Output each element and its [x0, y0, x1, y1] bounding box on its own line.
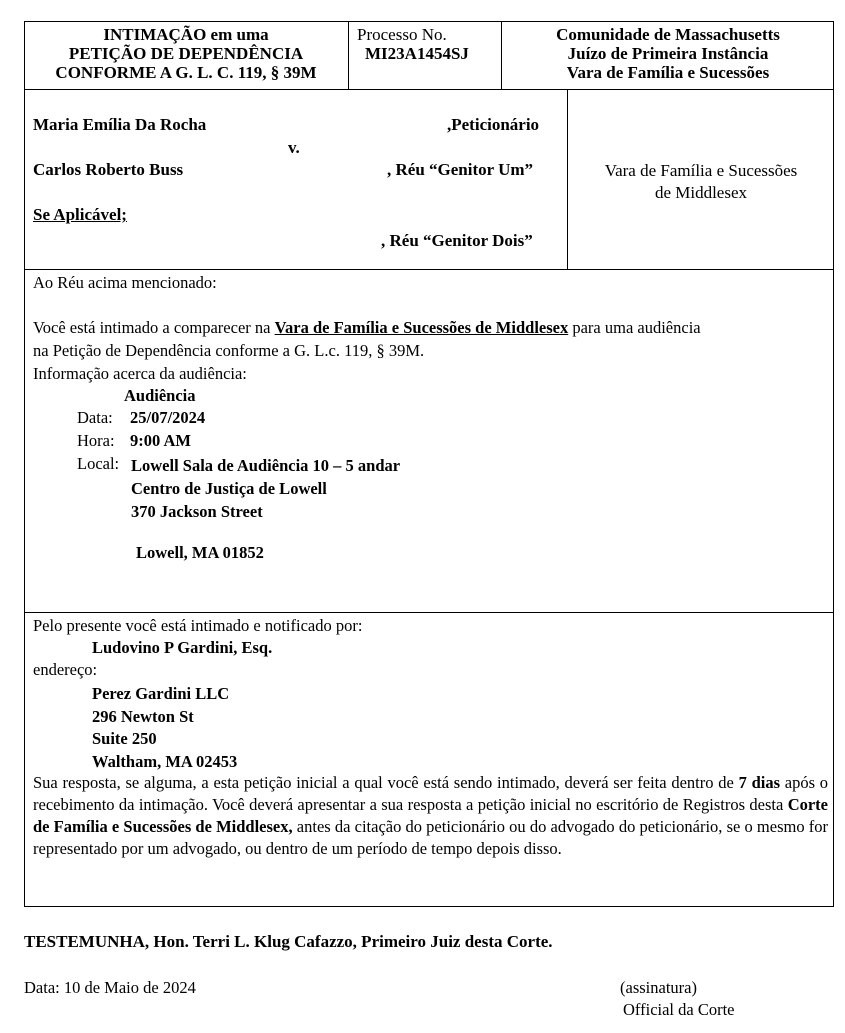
- summons-line-1-post: para uma audiência: [568, 318, 701, 337]
- form-title-line-1: INTIMAÇÃO em uma: [103, 25, 269, 44]
- court-name-line-2: de Middlesex: [654, 183, 748, 202]
- hearing-title: Audiência: [124, 386, 196, 405]
- address-line-3: Suite 250: [92, 729, 157, 748]
- hearing-time-label: Hora:: [77, 431, 115, 450]
- hearing-city: Lowell, MA 01852: [136, 543, 264, 562]
- parties-bottom-line: [24, 269, 834, 270]
- address-line-4: Waltham, MA 02453: [92, 751, 238, 771]
- petitioner-name: Maria Emília Da Rocha: [33, 115, 207, 134]
- attorney-address: [92, 683, 237, 773]
- court-header-line-1: Comunidade de Massachusetts: [556, 25, 780, 44]
- header-bottom-line: [24, 89, 834, 90]
- response-text-1: Sua resposta, se alguma, a esta petição inicial a qual você está sendo intimado, deverá ser feita dentro de: [33, 773, 739, 792]
- hearing-info-label: Informação acerca da audiência:: [33, 364, 247, 383]
- form-title-line-2: PETIÇÃO DE DEPENDÊNCIA: [68, 44, 304, 63]
- hearing-place-line-1: Lowell Sala de Audiência 10 – 5 andar: [131, 456, 401, 475]
- respondent-1-role: , Réu “Genitor Um”: [387, 160, 534, 179]
- summons-to: Ao Réu acima mencionado:: [33, 273, 217, 292]
- summons-line-1-pre: Você está intimado a comparecer na: [33, 318, 275, 337]
- response-paragraph: [33, 772, 828, 860]
- hearing-date: 25/07/2024: [130, 408, 206, 427]
- petitioner-role: ,Peticionário: [447, 115, 540, 134]
- response-days: 7 dias: [738, 773, 780, 792]
- process-number-cell: [357, 25, 469, 63]
- versus: v.: [288, 138, 300, 157]
- hearing-date-label: Data:: [77, 408, 113, 427]
- hearing-place-line-2: Centro de Justiça de Lowell: [131, 479, 327, 498]
- form-title: [26, 25, 346, 82]
- process-label: Processo No.: [357, 25, 447, 44]
- address-line-1: Perez Gardini LLC: [92, 684, 230, 703]
- attorney-name: Ludovino P Gardini, Esq.: [92, 638, 273, 657]
- notice-intro: Pelo presente você está intimado e notificado por:: [33, 616, 363, 635]
- respondent-2-role: , Réu “Genitor Dois”: [381, 231, 533, 250]
- summons-court-name: Vara de Família e Sucessões de Middlesex: [274, 318, 569, 337]
- court-header: [503, 25, 833, 82]
- hearing-place-label: Local:: [77, 454, 120, 473]
- respondent-1-name: Carlos Roberto Buss: [33, 160, 184, 179]
- hearing-time: 9:00 AM: [130, 431, 191, 450]
- form-title-line-3: CONFORME A G. L. C. 119, § 39M: [55, 63, 317, 82]
- parties-divider: [567, 89, 568, 270]
- header-divider-1: [348, 21, 349, 90]
- address-label: endereço:: [33, 660, 98, 679]
- court-official: Official da Corte: [623, 1000, 735, 1019]
- issue-date: Data: 10 de Maio de 2024: [24, 978, 196, 997]
- if-applicable: Se Aplicável;: [33, 205, 127, 224]
- court-name: [569, 160, 833, 204]
- court-header-line-3: Vara de Família e Sucessões: [566, 63, 770, 82]
- summons-bottom-line: [24, 612, 834, 613]
- header-divider-2: [501, 21, 502, 90]
- signature-placeholder: (assinatura): [620, 978, 697, 997]
- address-line-2: 296 Newton St: [92, 706, 194, 726]
- witness-line: TESTEMUNHA, Hon. Terri L. Klug Cafazzo, Primeiro Juiz desta Corte.: [24, 932, 553, 951]
- hearing-place-line-3: 370 Jackson Street: [131, 502, 263, 521]
- hearing-place: [131, 454, 400, 523]
- court-name-line-1: Vara de Família e Sucessões: [604, 161, 798, 180]
- response-text-3: antes da citação do peticionário ou do advogado do peticionário, se o mesmo for representado por um advogado, ou dentro de um período de tempo depois disso.: [33, 817, 828, 858]
- summons-line-1: [33, 318, 701, 338]
- summons-line-2: na Petição de Dependência conforme a G. L.c. 119, § 39M.: [33, 341, 425, 360]
- process-number: MI23A1454SJ: [365, 44, 469, 63]
- court-header-line-2: Juízo de Primeira Instância: [567, 44, 769, 63]
- response-text-2: após o recebimento da intimação. Você deverá apresentar a sua resposta a petição inicial no escritório de Registros desta: [33, 773, 828, 814]
- response-court: Corte de Família e Sucessões de Middlesex,: [33, 795, 828, 836]
